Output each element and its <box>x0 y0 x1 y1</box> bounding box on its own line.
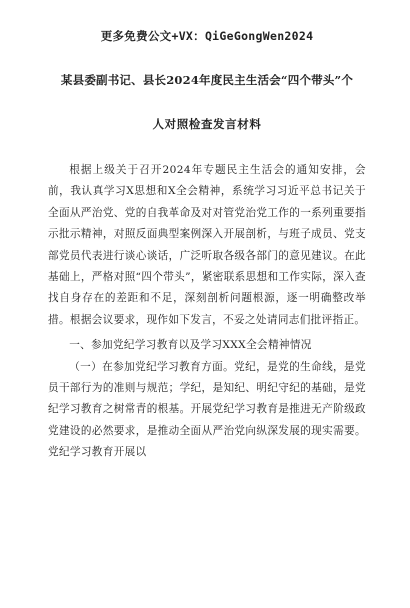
section-heading: 一、参加党纪学习教育以及学习XXX全会精神情况 <box>69 339 312 352</box>
document-page <box>0 28 410 608</box>
document-title-line-1: 某县委副书记、县长2024年度民主生活会“四个带头”个 <box>60 73 354 87</box>
document-body <box>48 160 366 464</box>
intro-paragraph: 根据上级关于召开2024年专题民主生活会的通知安排，会前，我认真学习X思想和X全会精神，系统学习习近平总书记关于全面从严治党、党的自我革命及对对管党治党工作的一系列重要指示批示精神，对照反面典型案例深入开展剖析，与班子成员、党支部党员代表进行谈心谈话，广泛听取各级各部门的意见建议。在此基础上，严格对照“四个带头”，紧密联系思想和工作实际，深入查找自身存在的差距和不足，深刻剖析问题根源，逐一明确整改举措。根据会议要求，现作如下发言，不妥之处请同志们批评指正。 <box>48 164 366 326</box>
subsection-paragraph: （一）在参加党纪学习教育方面。党纪，是党的生命线，是党员干部行为的准则与规范；学纪，是知纪、明纪守纪的基础，是党纪学习教育之树常青的根基。开展党纪学习教育是推进无产阶级政党建设的必然要求，是推动全面从严治党向纵深发展的现实需要。党纪学习教育开展以 <box>48 360 366 459</box>
promo-line: 更多免费公文+VX：QiGeGongWen2024 <box>100 29 314 43</box>
document-title-line-2: 人对照检查发言材料 <box>152 117 262 131</box>
